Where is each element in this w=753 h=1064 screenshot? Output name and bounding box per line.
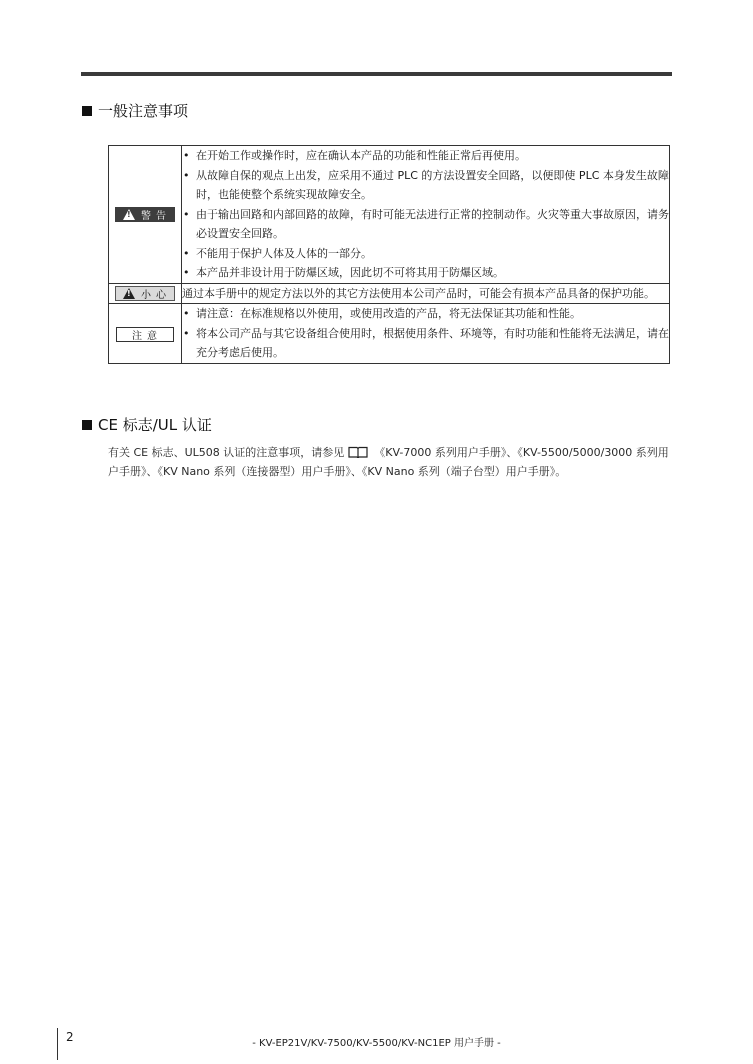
page-number: 2 xyxy=(66,1030,74,1044)
note-badge: 注意 xyxy=(116,327,174,342)
manual-book-icon xyxy=(348,446,368,458)
warning-triangle-icon xyxy=(123,209,135,220)
note-row xyxy=(109,304,670,364)
caution-row xyxy=(109,283,670,304)
list-item: • 不能用于保护人体及人体的一部分。 xyxy=(182,244,669,264)
footer-title: - KV-EP21V/KV-7500/KV-5500/KV-NC1EP 用户手册 - xyxy=(252,1038,501,1049)
note-list xyxy=(182,304,669,363)
ce-ul-reference-text: 有关 CE 标志、UL508 认证的注意事项，请参见 《KV-7000 系列用户手册》、《KV-5500/5000/3000 系列用户手册》、《KV Nano 系列（连接器型）用户手册》、《KV Nano 系列（端子台型）用户手册》。 xyxy=(108,446,669,478)
caution-triangle-icon xyxy=(123,288,135,299)
safety-notice-table xyxy=(108,145,670,364)
warning-list xyxy=(182,146,669,283)
list-item: • 在开始工作或操作时，应在确认本产品的功能和性能正常后再使用。 xyxy=(182,146,669,166)
warning-badge: ! 警告 xyxy=(115,207,175,222)
list-item: • 将本公司产品与其它设备组合使用时，根据使用条件、环境等，有时功能和性能将无法满足，请在充分考虑后使用。 xyxy=(182,324,669,363)
section-heading-general: 一般注意事项 xyxy=(82,102,188,120)
square-bullet-icon xyxy=(82,420,92,430)
square-bullet-icon xyxy=(82,106,92,116)
warning-row xyxy=(109,146,670,284)
list-item: • 由于输出回路和内部回路的故障，有时可能无法进行正常的控制动作。火灾等重大事故原因，请务必设置安全回路。 xyxy=(182,205,669,244)
list-item: • 请注意：在标准规格以外使用，或使用改造的产品，将无法保证其功能和性能。 xyxy=(182,304,669,324)
caution-text: 通过本手册中的规定方法以外的其它方法使用本公司产品时，可能会有损本产品具备的保护功能。 xyxy=(182,286,655,300)
section-heading-ce-ul: CE 标志/UL 认证 xyxy=(82,416,212,434)
list-item: • 从故障自保的观点上出发，应采用不通过 PLC 的方法设置安全回路，以便即使 PLC 本身发生故障时，也能使整个系统实现故障安全。 xyxy=(182,166,669,205)
header-rule xyxy=(81,72,672,76)
caution-badge: ! 小心 xyxy=(115,286,175,301)
list-item: • 本产品并非设计用于防爆区域，因此切不可将其用于防爆区域。 xyxy=(182,263,669,283)
